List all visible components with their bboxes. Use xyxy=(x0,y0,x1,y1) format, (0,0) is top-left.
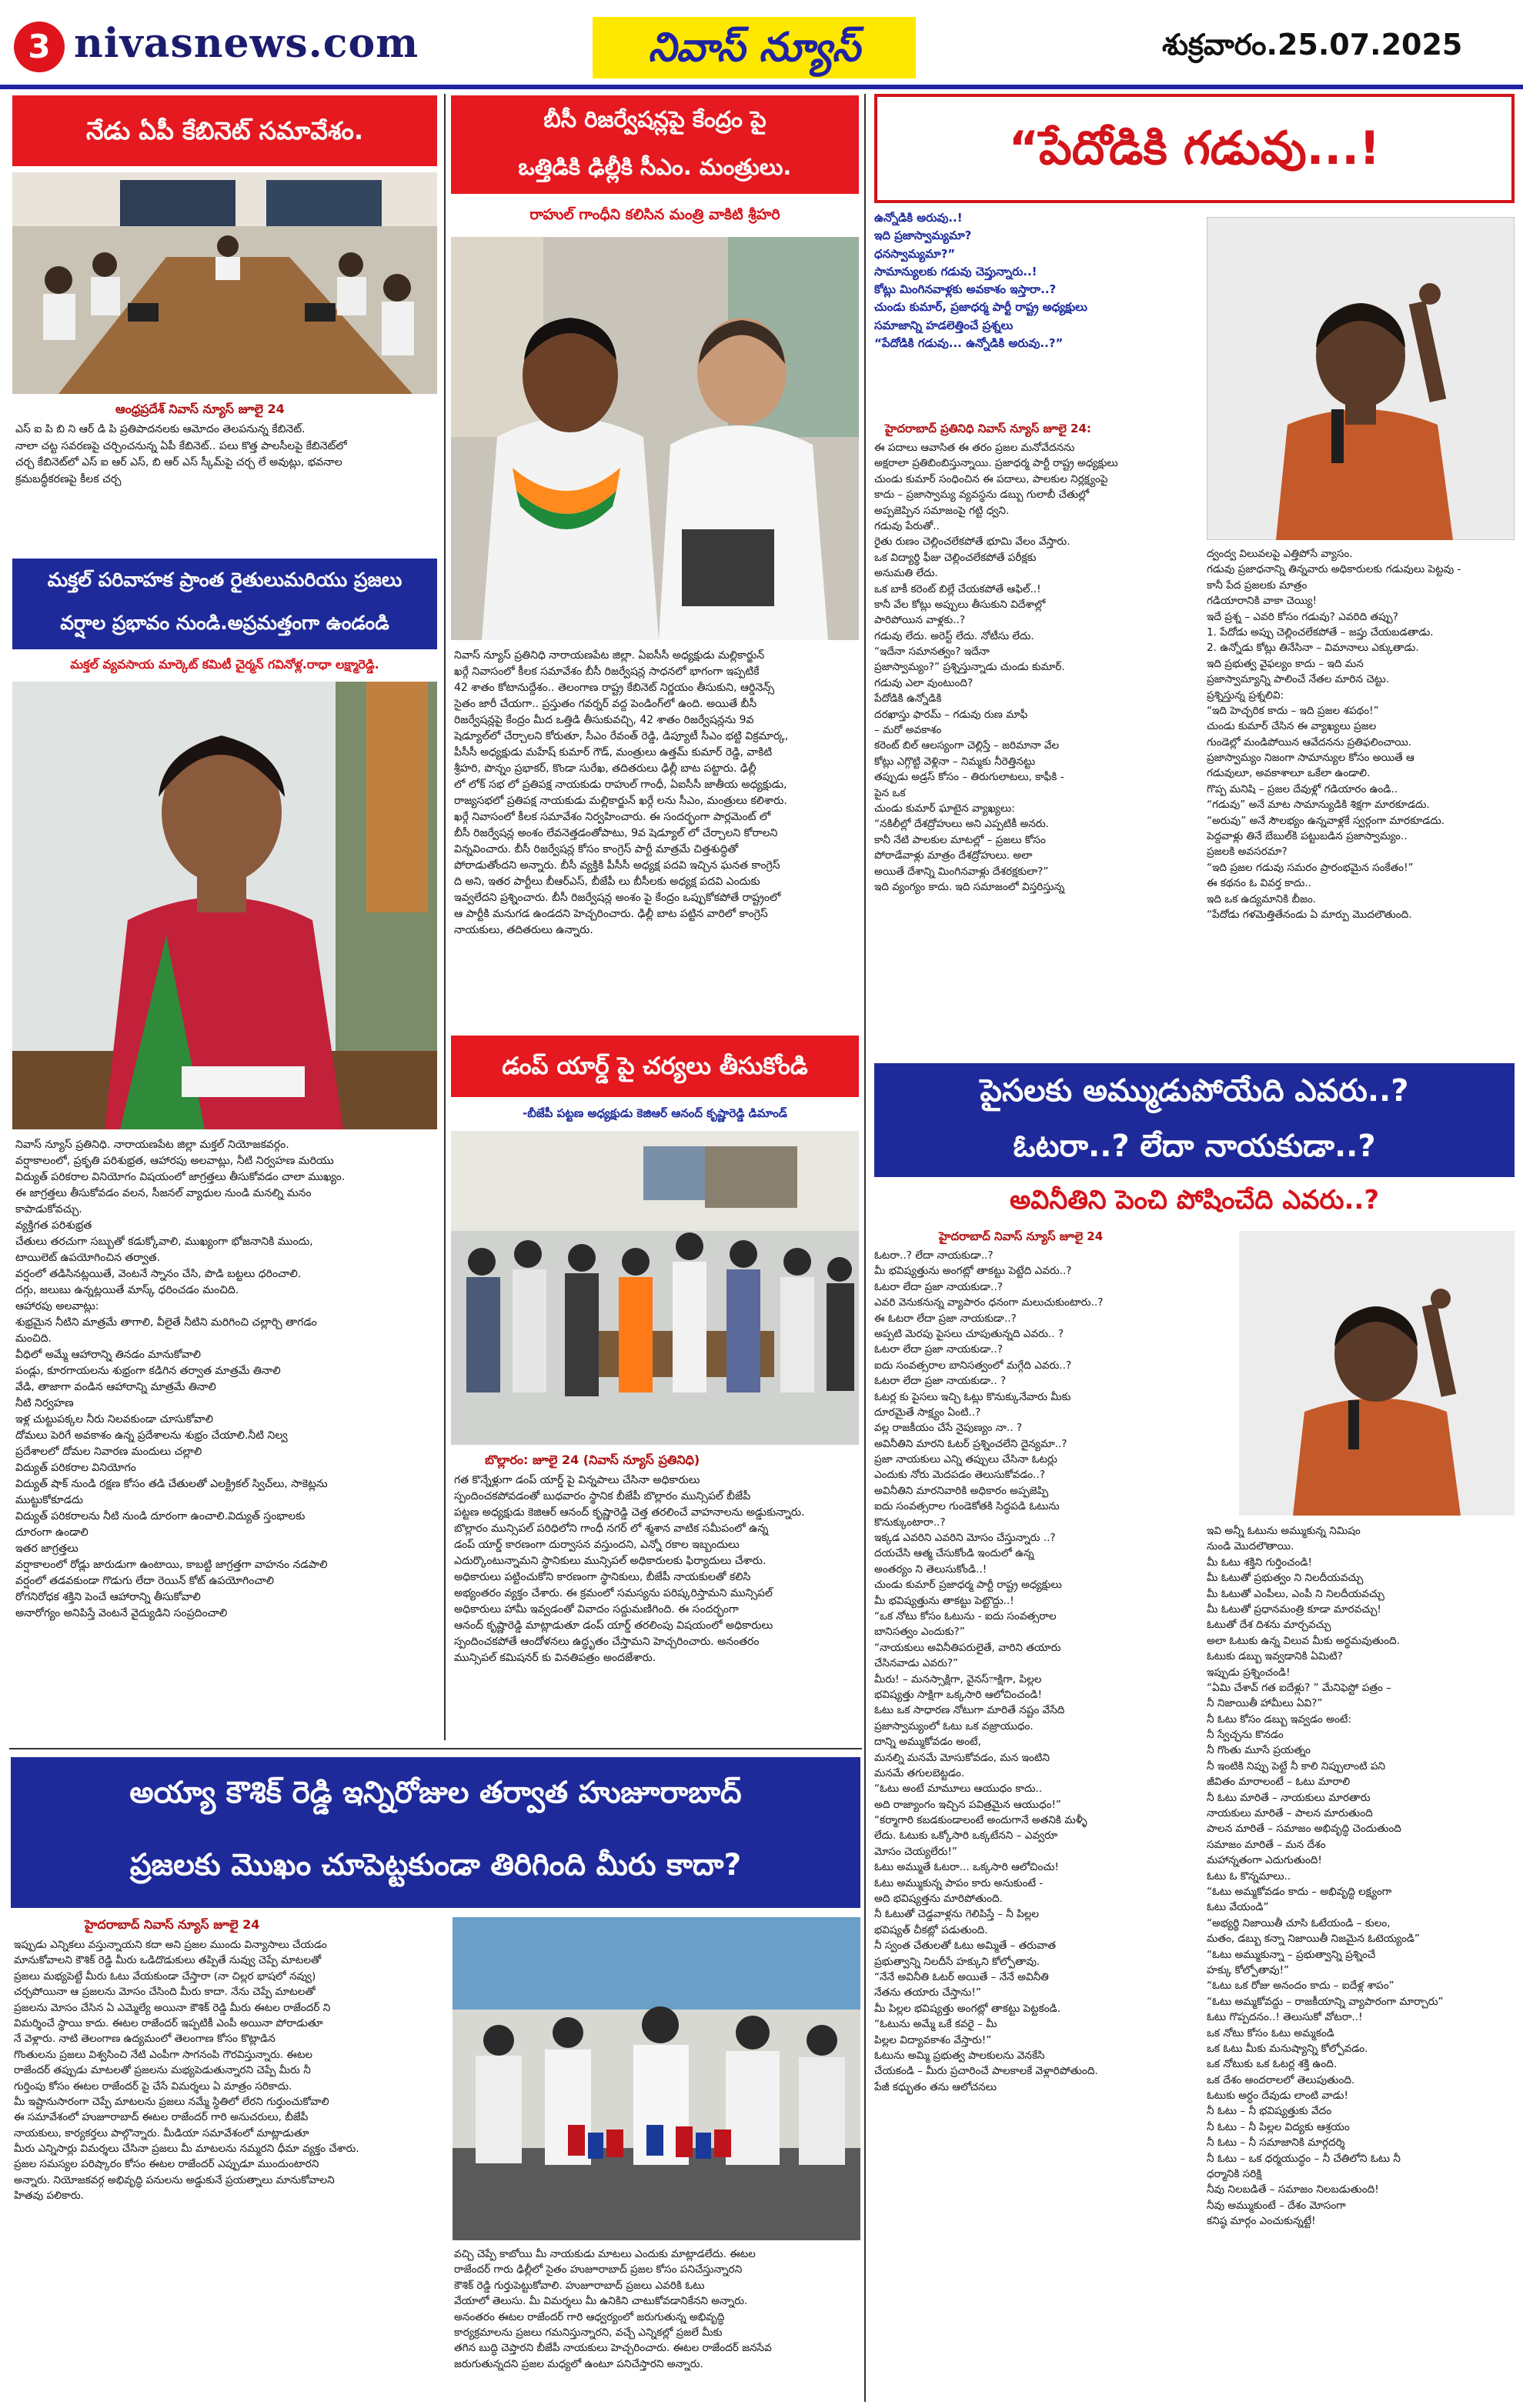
farmers-headline xyxy=(12,559,437,649)
sell-headline-line2: ఓటరా..? లేదా నాయకుడా..? xyxy=(1013,1129,1376,1164)
cabinet-dateline: ఆంధ్రప్రదేశ్ నివాస్ న్యూస్ జూలై 24 xyxy=(115,402,285,416)
minister-with-rahul-graphic xyxy=(451,237,859,640)
dump-subhead: -బీజేపీ పట్టణ అధ్యక్షుడు కెజిఆర్ ఆనంద్ కృష్ణారెడ్డి డిమాండ్ xyxy=(522,1106,788,1120)
farmers-headline-line2: వర్షాల ప్రభావం నుండి.అప్రమత్తంగా ఉండండి xyxy=(60,612,389,634)
section-divider xyxy=(9,1748,862,1749)
masthead xyxy=(0,0,1523,85)
issue-date: శుక్రవారం.25.07.2025 xyxy=(1162,28,1463,62)
dump-headline: డంప్ యార్డ్ పై చర్యలు తీసుకోండి xyxy=(451,1036,859,1097)
kaushik-dateline: హైదరాబాద్ నివాస్ న్యూస్ జూలై 24 xyxy=(85,1917,260,1932)
poor-headline: “పేదోడికి గడువు...! xyxy=(874,94,1515,203)
bc-headline-line1: బీసీ రిజర్వేషన్లపై కేంద్రం పై xyxy=(543,106,767,132)
dump-body: గత కొన్నేళ్లుగా డంప్ యార్డ్ పై విన్నపాలు చేసినా అధికారులు స్పందించకపోవడంతో బుధవారం స్థానిక బీజేపీ బొల్లారం మున్సిపల్ బీజేపీ పట్టణ అధ్యక్షుడు కెజిఆర్ ఆనంద్ కృష్ణారెడ్డి చెత్త తరలించే వాహనాలను అడ్డుకున్నారు. బొల్లారం మున్సిపల్ పరిధిలోని గాంధీ నగర్ లో శ్మశాన వాటిక సమీపంలో ఉన్న డంప్ యార్డ్ కారణంగా దుర్వాసన వస్తుందని, ఎన్నో రకాల ఇబ్బందులు ఎదుర్కొంటున్నామని స్థానికులు మున్సిపల్ అధికారులకు ఫిర్యాదులు చేశారు. అధికారులు పట్టించుకోని కారణంగా స్థానికులు, బీజేపీ నాయకులతో కలిసి అభ్యంతరం వ్యక్తం చేశారు. ఈ క్రమంలో సమస్యను పరిష్కరిస్తామని మున్సిపల్ అధికారులు హామీ ఇవ్వడంతో వివాదం సద్దుమణిగింది. ఈ సందర్భంగా ఆనంద్ కృష్ణారెడ్డి మాట్లాడుతూ డంప్ యార్డ్ తరలింపు విషయంలో అధికారులు స్పందించకపోతే ఆందోళనలు ఉద్ధృతం చేస్తామని హెచ్చరించారు. అనంతరం మున్సిపల్ కమిషనర్ కు వినతిపత్రం అందజేశారు. xyxy=(454,1474,805,1664)
page-number: 3 xyxy=(14,22,65,72)
bc-body: నివాస్ న్యూస్ ప్రతినిధి నారాయణపేట జిల్లా. ఏఐసీసీ అధ్యక్షుడు మల్లికార్జున్ ఖర్గే నివాసంలో కీలక సమావేశం బీసీ రిజర్వేషన్ల సాధనలో భాగంగా ఇప్పటికే 42 శాతం కోటానుద్దేశం.. తెలంగాణ రాష్ట్ర కేబినెట్ నిర్ణయం తీసుకుని, ఆర్డినెన్స్ సైతం జారీ చేయగా.. ప్రస్తుతం గవర్నర్ వద్ద పెండింగ్‌లో ఉంది. అయితే బీసీ రిజర్వేషన్లపై కేంద్రం మీద ఒత్తిడి తీసుకువచ్చి, 42 శాతం రిజర్వేషన్లను 9వ షెడ్యూల్‌లో చేర్చాలని కోరుతూ, సీఎం రేవంత్ రెడ్డి, డిప్యూటీ సీఎం భట్టి విక్రమార్క, పీసీసీ అధ్యక్షుడు మహేష్ కుమార్ గౌడ్, మంత్రులు ఉత్తమ్ కుమార్ రెడ్డి, వాకిటి శ్రీహరి, పొన్నం ప్రభాకర్, కొండా సురేఖ, తదితరులు ఢిల్లీ బాట పట్టారు. ఢిల్లీ లో లోక్ సభ లో ప్రతిపక్ష నాయకుడు రాహుల్ గాంధీ, ఏఐసీసీ జాతీయ అధ్యక్షుడు, రాజ్యసభలో ప్రతిపక్ష నాయకుడు మల్లికార్జున్ ఖర్గే లను సీఎం, మంత్రులు కలిశారు. ఖర్గే నివాసంలో కీలక సమావేశం నిర్వహించారు. ఈ సందర్భంగా పార్లమెంట్ లో బీసీ రిజర్వేషన్ల అంశం లేవనెత్తడంతోపాటు, 9వ షెడ్యూల్ లో చేర్చాలని కోరాలని విన్నవించారు. బీసీ రిజర్వేషన్ల కోసం కాంగ్రెస్ పార్టీ మాత్రమే చిత్తశుద్ధితో పోరాడుతోందని అన్నారు. బీసీ వ్యక్తికి పీసీసీ అధ్యక్ష పదవి ఇచ్చిన ఘనత కాంగ్రెస్ ది అని, ఇతర పార్టీలు బీఆర్ఎస్, బీజేపీ లు బీసీలకు అధ్యక్ష పదవి ఎందుకు ఇవ్వలేదని ప్రశ్నించారు. బీసీ రిజర్వేషన్ల అంశం పై కేంద్రం ఒప్పుకోకపోతే రాష్ట్రంలో ఆ పార్టీకి మనుగడ ఉండదని హెచ్చరించారు. ఢిల్లీ బాట పట్టిన వారిలో కాంగ్రెస్ నాయకులు, తదితరులు ఉన్నారు. xyxy=(454,649,789,936)
kaushik-body-left: ఇప్పుడు ఎన్నికలు వస్తున్నాయని కదా అని ప్రజల ముందు విన్యాసాలు చేయడం మానుకోవాలని కౌశిక్ రెడ్డి మీరు ఒడిదొడుకులు తప్పితే నువ్వు చెప్పే మాటలతో ప్రజలు మభ్యపెట్టే మీరు ఓటు వేయకుండా చేస్తారా (నా చిల్లర భాషలో నవ్వు) చర్చపోయినా ఆ ప్రజలను మోసం చేసింది మీరు కాదా. నేను చెప్పే మాటలతో ప్రజలను మోసం చేసిన ఏ ఎమ్మెల్యే అయినా కౌశిక్ రెడ్డి మీరు ఈటల రాజేందర్ ని విమర్శించే స్థాయి కాదు. ఈటల రాజేందర్ ఇప్పటికీ ఎంపీ అయినా పోరాడుతూ నే వెళ్లారు. నాటి తెలంగాణ ఉద్యమంలో తెలంగాణ కోసం కొట్లాడిన గొంతులను ప్రజలు విశ్వసించి నేటి ఎంపీగా సాగనంపి గౌరవిస్తున్నారు. ఈటల రాజేందర్ తప్పుడు మాటలతో ప్రజలను మభ్యపెడుతున్నారని చెప్పే మీరు నీ గుర్తింపు కోసం ఈటల రాజేందర్ పై చేసే విమర్శలు ఏ మాత్రం సరికాదు. మీ ఇష్టానుసారంగా చెప్పే మాటలను ప్రజలు నమ్మే స్థితిలో లేరని గుర్తుంచుకోవాలి ఈ సమావేశంలో హుజూరాబాద్ ఈటల రాజేందర్ గారి అనుచరులు, బీజేపీ నాయకులు, కార్యకర్తలు పాల్గొన్నారు. మీడియా సమావేశంలో మాట్లాడుతూ మీరు ఎన్నిసార్లు విమర్శలు చేసినా ప్రజలు మీ మాటలను నమ్మరని ధీమా వ్యక్తం చేశారు. ప్రజల సమస్యల పరిష్కారం కోసం ఈటల రాజేందర్ ఎప్పుడూ ముందుంటారని అన్నారు. నియోజకవర్గ అభివృద్ధి పనులను అడ్డుకునే ప్రయత్నాలు మానుకోవాలని హితవు పలికారు. xyxy=(14,1939,359,2203)
column-divider xyxy=(864,94,866,2402)
radha-lakshma-reddy-graphic xyxy=(12,682,437,1129)
dump-yard-petition-photo xyxy=(451,1131,859,1445)
cabinet-headline: నేడు ఏపీ కేబినెట్ సమావేశం. xyxy=(12,95,437,166)
cabinet-body: ఎస్ ఐ పి బి ని ఆర్ డి పి ప్రతిపాదనలకు ఆమోదం తెలపనున్న కేబినెట్. నాలా చట్ట సవరణపై చర్చించనున్న ఏపీ కేబినెట్.. పలు కొత్త పాలసీలపై కేబినెట్‌లో చర్చ కేబినెట్‌లో ఎస్ ఐ ఆర్ ఎస్, బి ఆర్ ఎస్ స్కీమ్‌పై చర్చ లే అవుట్లు, భవనాల క్రమబద్ధీకరణపై కీలక చర్చ xyxy=(15,423,347,486)
dump-yard-petition-graphic xyxy=(451,1131,859,1445)
kaushik-body-right: వచ్చి చెప్పే కాబోయి మీ నాయకుడు మాటలు ఎందుకు మాట్లాడలేదు. ఈటల రాజేందర్ గారు ఢిల్లీలో సైతం హుజూరాబాద్ ప్రజల కోసం పనిచేస్తున్నారని కౌశిక్ రెడ్డి గుర్తుపెట్టుకోవాలి. హుజూరాబాద్ ప్రజలు ఎవరికి ఓటు వేయాలో తెలుసు. మీ విమర్శలు మీ ఉనికిని చాటుకోవడానికేనని అన్నారు. అనంతరం ఈటల రాజేందర్ గారి ఆధ్వర్యంలో జరుగుతున్న అభివృద్ధి కార్యక్రమాలను ప్రజలు గమనిస్తున్నారని, వచ్చే ఎన్నికల్లో ప్రజలే మీకు తగిన బుద్ధి చెప్తారని బీజేపీ నాయకులు హెచ్చరించారు. ఈటల రాజేందర్ జనసేవ జరుగుతున్నదని ప్రజల మధ్యలో ఉంటూ పనిచేస్తారని అన్నారు. xyxy=(454,2248,772,2370)
sell-body-right: ఇవి అన్నీ ఓటును అమ్ముకున్న నిమిషం నుండి మొదలౌతాయి. మీ ఓటు శక్తిని గుర్తించండి! మీ ఓటుతో ప్రభుత్వం ని నిలదీయవచ్చు మీ ఓటుతో ఎంపీలు, ఎంపీ ని నిలదీయవచ్చు మీ ఓటుతో ప్రధానమంత్రి కూడా మారవచ్చు! ఓటుతో దేశ దిశను మార్చవచ్చు అలా ఓటుకు ఉన్న విలువ మీకు అర్థమవుతుంది. ఓటుకు డబ్బు ఇవ్వడానికి ఏమిటి? ఇప్పుడు ప్రశ్నించండి! “ఏమి చేశావ్ గత ఐదేళ్లు? ” మేనిఫెస్టో పత్రం – నీ నిజాయితీ హామీలు ఏవి?” నీ ఓటు కోసం డబ్బు ఇవ్వడం అంటే: నీ స్వేచ్ఛను కొనడం నీ గొంతు మూసే ప్రయత్నం నీ ఇంటికి నిప్పు పెట్టే నీ కాలి నిప్పులాంటి పని జీవితం మారాలంటే – ఓటు మారాలి నీ ఓటు మారితే – నాయకులు మారతారు నాయకులు మారితే – పాలన మారుతుంది పాలన మారితే – సమాజం అభివృద్ధి చెందుతుంది సమాజం మారితే – మన దేశం మహాన్నతంగా ఎదుగుతుంది! ఓటు ఓ కొన్నమాలు.. “ఓటు అమ్మకోవడం కాదు – అభివృద్ధి లక్ష్యంగా ఓటు వేయండి” “అభ్యర్థి నిజాయితీ చూసి ఓటేయండి – కులం, మతం, డబ్బు కన్నా నిజాయితీ నిజమైన ఓటెయ్యండి” “ఓటు అమ్ముకున్నా – ప్రభుత్వాన్ని ప్రశ్నించే హక్కు కోల్పోతావు!” “ఓటు ఒక రోజు అనందం కాదు – ఐదేళ్ల శాపం” “ఓటు అమ్మకోవద్దు – రాజకీయాన్ని వ్యాపారంగా మార్చారు” ఓటు గొప్పదనం..! తెలుసుకో వోటరా..! ఒక నోటు కోసం ఓటు అమ్మకండి ఒక ఓటు మీకు మనుష్యాన్ని కోల్పోవడం. ఒక నోటుకు ఒక ఓటర్ల శక్తి ఉంది. ఒక దేశం అందరాలలో తెలుపుతుంది. ఓటుకు అర్ధం దేవుడు లాంటి వాడు! నీ ఓటు – నీ భవిష్యత్తుకు వేదం నీ ఓటు – నీ పిల్లల విద్యకు ఆశ్రయం నీ ఓటు – నీ సమాజానికి మార్గదర్శి నీ ఓటు – ఒక ధర్మయుద్ధం – నీ చేతిలోని ఓటు నీ ధర్మానికి సరిక్షి నీవు నిలబడితే – సమాజం నిలబడుతుంది! నీవు అమ్ముకుంటే – దేశం మోసంగా కనిష్ఠ మార్గం ఎంచుకున్నట్టే! xyxy=(1207,1525,1444,2228)
farmers-subhead: మక్తల్ వ్యవసాయ మార్కెట్ కమిటీ చైర్మన్ గవినోళ్ల.రాధా లక్ష్మారెడ్డి. xyxy=(70,657,379,672)
masthead-rule xyxy=(0,85,1523,89)
minister-with-rahul-photo xyxy=(451,237,859,640)
column-divider xyxy=(444,94,446,1740)
newspaper-brand: నివాస్ న్యూస్ xyxy=(593,17,916,78)
bc-headline-line2: ఒత్తిడికి ఢిల్లీకి సీఎం. మంత్రులు. xyxy=(518,154,792,180)
poor-body-right: ద్వంద్వ విలువలపై ఎత్తిపోసే వ్యాసం. గడువు ప్రజాధనాన్ని తిన్నవారు అధికారులకు గడువులు పెట్టవు - కానీ పేద ప్రజలకు మాత్రం గడియారానికి వాకా చెయ్యి! ఇదే ప్రశ్న – ఎవరి కోసం గడువు? ఎవరిది తప్పు? 1. పేదోడు అప్పు చెల్లించలేకపోతే – జప్తు చేయబడతాడు. 2. ఉన్నోడు కోట్లు తినేసినా – విమానాలు ఎక్కుతాడు. ఇది ప్రభుత్వ వైఫల్యం కాదు – ఇది మన ప్రజాస్వామ్యాన్ని పాలించే నేతల మారిన చెట్టు. ప్రశ్నిస్తున్న ప్రశ్నలివి: “ఇది హెచ్చరిక కాదు – ఇది ప్రజల శపథం!” చుండు కుమార్ చేసిన ఈ వ్యాఖ్యలు ప్రజల గుండెల్లో మండిపోయిన ఆవేదనను ప్రతిఫలించాయి. ప్రజాస్వామ్యం నిజంగా సామాన్యుల కోసం అయితే ఆ గడువులూ, అవకాశాలూ ఒకేలా ఉండాలి. గొప్ప మనిషి – ప్రజల దేవుళ్లో గడియారం ఉండి.. “గడువు” అనే మాట సామాన్యుడికి శిక్షగా మారకూడదు. “అరువు” అనే సౌలభ్యం ఉన్నవాళ్లకే స్వర్గంగా మారకూడదు. పెద్దవాళ్లు తినే బేబుల్‌కి పట్టుబడిన ప్రజాస్వామ్యం.. ప్రజలకి అవసరమా? “ఇది ప్రజల గడువు సమరం ప్రారంభమైన సంకేతం!” ఈ కథనం ఓ వివర్త కాదు.. ఇది ఒక ఉద్యమానికి బీజం. “పేదోడు గళమెత్తితేనండు ఏ మార్పు మొదలౌతుంది. xyxy=(1207,548,1461,921)
sell-headline xyxy=(874,1063,1515,1177)
poor-body-left: ఈ పదాలు ఆవాసిత ఈ తరం ప్రజల మనోవేదనను అక్షరాలా ప్రతిబింబిస్తున్నాయి. ప్రజాధర్మ పార్టీ రాష్ట్ర అధ్యక్షులు చుండు కుమార్ సంధించిన ఈ పదాలు, పాలకుల నిర్లక్ష్యంపై కాదు – ప్రజాస్వామ్య వ్యవస్థను డబ్బు గులాబీ చేతుల్లో అప్పజెప్పిన సమాజంపై గట్టి ధ్వని. గడువు పేరుతో.. రైతు రుణం చెల్లించలేకపోతే భూమి వేలం వేస్తారు. ఒక విద్యార్థి ఫీజు చెల్లించలేకపోతే పరీక్షకు అనుమతి లేదు. ఒక బాకీ కరెంట్ బిల్లే చేయకపోతే ఆఫిల్..! కానీ వేల కోట్లు అప్పులు తీసుకుని విదేశాల్లో పారిపోయిన వాళ్లకు..? గడువు లేదు. అరెస్ట్ లేదు. నోటీసు లేదు. “ఇదేనా సమానత్వం? ఇదేనా ప్రజాస్వామ్యం?” ప్రశ్నిస్తున్నాడు చుండు కుమార్. గడువు ఎలా వుంటుంది? పేదోడికి ఉన్నోడికి దరఖాస్తు ఫారమ్ – గడువు రుణ మాఫీ – మరో అవకాశం కరెంట్ బిల్ ఆలస్యంగా చెల్లిస్తే – జరిమానా వేల కోట్లు ఎగ్గొట్టి వెళ్లినా – నిమ్మకు నీరెత్తినట్టు తప్పుడు అడ్రస్ కోసం – తిరుగులాటలు, కాఫీకి - పైన ఒక చుండు కుమార్ ఘాటైన వ్యాఖ్యలు: “నకిలీల్లో దేశద్రోహులు అని ఎప్పటికీ అనరు. కానీ నేటి పాలకుల మాటల్లో – ప్రజలు కోసం పోరాడేవాళ్లు మాత్రం దేశద్రోహులు. అలా అయితే దేశాన్ని మింగినవాళ్లు దేశరక్షకులా?” ఇది వ్యంగ్యం కాదు. ఇది సమాజంలో విస్తరిస్తున్న xyxy=(874,442,1118,893)
farmers-headline-line1: మక్తల్ పరివాహక ప్రాంత రైతులుమరియు ప్రజలు xyxy=(47,569,402,591)
dump-dateline: బొల్లారం: జూలై 24 (నివాస్ న్యూస్ ప్రతినిధి) xyxy=(485,1452,700,1467)
site-name[interactable]: nivasnews.com xyxy=(74,20,419,67)
kaushik-headline-line1: అయ్యా కౌశిక్ రెడ్డి ఇన్నిరోజుల తర్వాత హుజూరాబాద్ xyxy=(129,1776,742,1810)
poor-lead: ఉన్నోడికి అరువు..! ఇది ప్రజాస్వామ్యమా? ధనస్వామ్యమా?” సామాన్యులకు గడువు చెప్తున్నారు..! కోట్లు మింగినవాళ్లకు అవకాశం ఇస్తారా..? చుండు కుమార్, ప్రజాధర్మ పార్టీ రాష్ట్ర అధ్యక్షులు సమాజాన్ని హడలెత్తించే ప్రశ్నలు “పేదోడికి గడువు... ఉన్నోడికి అరువు..?” xyxy=(874,211,1087,350)
chundu-kumar-graphic xyxy=(1239,1231,1515,1516)
cabinet-meeting-photo xyxy=(12,172,437,394)
sell-body-left: ఓటరా..? లేదా నాయకుడా..? మీ భవిష్యత్తును అంగట్లో తాకట్టు పెట్టేది ఎవరు..? ఓటరా లేదా ప్రజా నాయకుడా..? ఎవరి వెనుకనున్న వ్యాపారం ధనంగా మలుచుకుంటారు..? ఈ ఓటరా లేదా ప్రజా నాయకుడా..? అప్పటి మెరపు పైసలు చూపుతున్నది ఎవరు.. ? ఓటరా లేదా ప్రజా నాయకుడా..? ఐదు సంవత్సరాల బానిసత్వంలో మగ్గేది ఎవరు..? ఓటరా లేదా ప్రజా నాయకుడా.. ? ఓటర్ల కు పైసలు ఇచ్చి ఓట్లు కొనుక్కునేవారు మీకు దూరమైతే సాక్ష్యం ఏంటి..? వల్ల రాజకీయం చేసే నైపుణ్యం నా.. ? అవినీతిని మారని ఓటర్ ప్రశ్నించలేని దైన్యమా..? ప్రజా నాయకులు ఎన్ని తప్పులు చేసినా ఓటర్లు ఎందుకు నోరు మెదపడం తెలుసుకోవడం..? అవినీతిని మారనివారికి అధికారం అప్పజెప్పి ఐదు సంవత్సరాల గుండెకోతకి సిద్ధపడి ఓటును కొనుక్కుంటారా..? ఇక్కడ ఎవరిని ఎవరిని మోసం చేస్తున్నారు ..? దయచేసి ఆత్మ చేసుకోండి ఇందులో ఉన్న అంతర్యం ని తెలుసుకోండి..! చుండు కుమార్ ప్రజాధర్మ పార్టీ రాష్ట్ర అధ్యక్షులు మీ భవిష్యత్తును తాకట్టు పెట్టొద్దు..! “ఒక నోటు కోసం ఓటును - ఐదు సంవత్సరాల బానిసత్వం ఎందుకు?” “నాయకులు అవినీతిపరులైతే, వారిని తయారు చేసినవాడు ఎవరు?” మీరు! – మనస్సాక్షిగా, వైనస్ాక్షిగా, పిల్లల భవిష్యత్తు సాక్షిగా ఒక్కసారి ఆలోచించండి! ఓటు ఒక సాధారణ నోటుగా మారితే నష్టం వేసేది ప్రజాస్వామ్యంలో ఓటు ఒక వజ్రాయుధం. దాన్ని అమ్ముకోవడం అంటే, మనల్ని మనమే మోసుకోవడం, మన ఇంటిని మనమే తగులబెట్టడం. “ఓటు అంటే మామూలు ఆయుధం కాదు.. అది రాజ్యాంగం ఇచ్చిన పవిత్రమైన ఆయుధం!” “కర్మాగారి కబడకుండాలంటే అందుగానే అతనికి మళ్ళీ లేదు. ఓటుకు ఒక్కోసారి ఒక్కటేనని – ఎవ్వరూ మోసం చెయ్యలేరు!” ఓటు అమ్ముతే ఓటరా... ఒక్కసారి ఆలోచించు! ఓటు అమ్ముకున్న పాపం కారు అనుకుంటే - అది భవిష్యత్తను మారిపోతుంది. నీ ఓటుతో చెడ్డవాళ్లను గెలిపిస్తే – నీ పిల్లల భవిష్యత్ చీకట్లో పడుతుంది. నీ స్వంత చేతులతో ఓటు అమ్మితే – తరువాత ప్రభుత్వాన్ని నిలదీసే హక్కుని కోల్పోతావు. “నేనే అవినీతి ఓటర్ అయితే – నేనే అవినీతి నేతను తయారు చేస్తాను!” మీ పిల్లల భవిష్యత్తు అంగట్లో తాకట్టు పెట్టకండి. “ఓటును అమ్మే ఒకే కవరై – మీ పిల్లల విద్యావకాశం వేస్తారు!” ఓటును అమ్మి ప్రభుత్వ పాలకులను వెనకేసి చేయకండి – మీరు ప్రచారించే పాలకాలకే వెళ్లారిపోతుంది. పేజీ కధ్భుతం తను ఆలోచనలు xyxy=(874,1249,1104,2093)
sell-subhead: అవినీతిని పెంచి పోషించేది ఎవరు..? xyxy=(1009,1185,1380,1216)
chundu-kumar-graphic xyxy=(1207,217,1515,540)
chundu-kumar-photo xyxy=(1207,217,1515,540)
farmers-body: నివాస్ న్యూస్ ప్రతినిధి. నారాయణపేట జిల్లా మక్తల్ నియోజకవర్గం. వర్షాకాలంలో, ప్రకృతి పరిశుభ్రత, ఆహారపు అలవాట్లు, నీటి నిర్వహణ మరియు విద్యుత్ పరికరాల వినియోగం విషయంలో జాగ్రత్తలు తీసుకోవడం చాలా ముఖ్యం. ఈ జాగ్రత్తలు తీసుకోవడం వలన, సీజనల్ వ్యాధుల నుండి మనల్ని మనం కాపాడుకోవచ్చు. వ్యక్తిగత పరిశుభ్రత చేతులు తరచుగా సబ్బుతో కడుక్కోవాలి, ముఖ్యంగా భోజనానికి ముందు, టాయిలెట్ ఉపయోగించిన తర్వాత. వర్షంలో తడిసినట్లయితే, వెంటనే స్నానం చేసి, పొడి బట్టలు ధరించాలి. దగ్గు, జలుబు ఉన్నట్లయితే మాస్క్ ధరించడం మంచిది. ఆహారపు అలవాట్లు: శుభ్రమైన నీటిని మాత్రమే తాగాలి, వీలైతే నీటిని మరిగించి చల్లార్చి తాగడం మంచిది. వీధిలో అమ్మే ఆహారాన్ని తినడం మానుకోవాలి పండ్లు, కూరగాయలను శుభ్రంగా కడిగిన తర్వాత మాత్రమే తినాలి వేడి, తాజాగా వండిన ఆహారాన్ని మాత్రమే తినాలి నీటి నిర్వహణ ఇళ్ల చుట్టుపక్కల నీరు నిలవకుండా చూసుకోవాలి దోమలు పెరిగే అవకాశం ఉన్న ప్రదేశాలను శుభ్రం చేయాలి.నీటి నిల్వ ప్రదేశాలలో దోమల నివారణ మందులు చల్లాలి విద్యుత్ పరికరాల వినియోగం విద్యుత్ షాక్ నుండి రక్షణ కోసం తడి చేతులతో ఎలక్ట్రికల్ స్విచ్‌లు, సాకెట్లను ముట్టుకోకూడదు విద్యుత్ పరికరాలను నీటి నుండి దూరంగా ఉంచాలి.విద్యుత్ స్తంభాలకు దూరంగా ఉండాలి ఇతర జాగ్రత్తలు వర్షాకాలంలో రోడ్లు జారుడుగా ఉంటాయి, కాబట్టి జాగ్రత్తగా వాహనం నడపాలి వర్షంలో తడవకుండా గొడుగు లేదా రెయిన్ కోట్ ఉపయోగించాలి రోగనిరోధక శక్తిని పెంచే ఆహారాన్ని తీసుకోవాలి అనారోగ్యం అనిపిస్తే వెంటనే వైద్యుడిని సంప్రదించాలి xyxy=(15,1139,346,1619)
bc-caption: రాహుల్ గాంధీని కలిసిన మంత్రి వాకిటి శ్రీహరి xyxy=(529,206,780,223)
kaushik-headline xyxy=(11,1757,860,1908)
radha-lakshma-reddy-photo xyxy=(12,682,437,1129)
sell-headline-line1: పైసలకు అమ్ముడుపోయేది ఎవరు..? xyxy=(980,1073,1409,1109)
kaushik-headline-line2: ప్రజలకు మొఖం చూపెట్టకుండా తిరిగింది మీరు కాదా? xyxy=(129,1848,742,1883)
press-meet-graphic xyxy=(453,1917,860,2240)
bc-headline xyxy=(451,95,859,194)
chundu-kumar-photo xyxy=(1239,1231,1515,1516)
poor-dateline: హైదరాబాద్ ప్రతినిధి నివాస్ న్యూస్ జూలై 24: xyxy=(885,422,1091,435)
sell-dateline: హైదరాబాద్ నివాస్ న్యూస్ జూలై 24 xyxy=(939,1229,1104,1243)
cabinet-meeting-photo-graphic xyxy=(12,172,437,394)
press-meet-photo xyxy=(453,1917,860,2240)
